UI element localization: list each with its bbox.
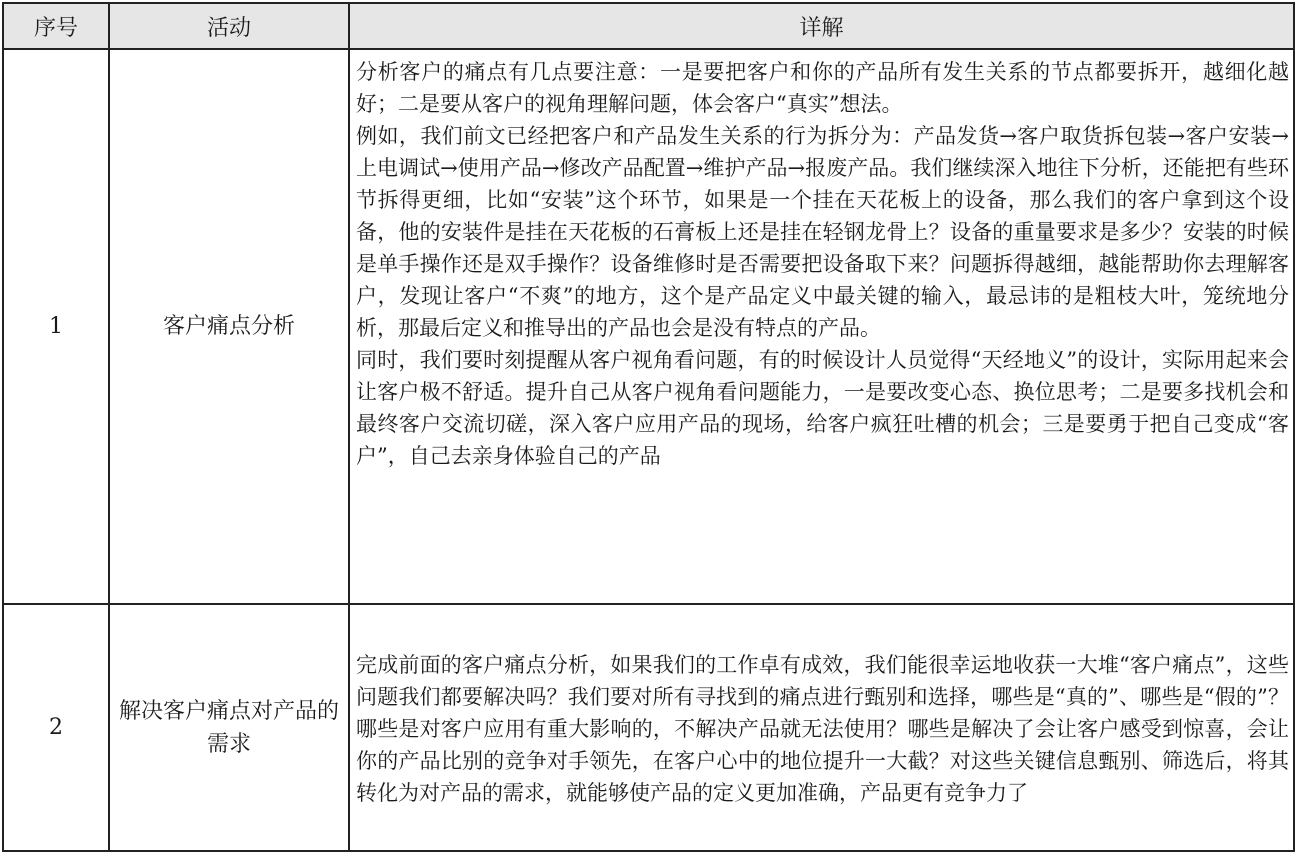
row-index: 1	[3, 49, 109, 604]
table-row	[3, 49, 1294, 604]
row-detail	[349, 604, 1294, 851]
row-activity: 解决客户痛点对产品的需求	[109, 604, 349, 851]
header-detail: 详解	[349, 3, 1294, 49]
row-detail	[349, 49, 1294, 604]
table-row	[3, 604, 1294, 851]
detail-paragraph: 完成前面的客户痛点分析，如果我们的工作卓有成效，我们能很幸运地收获一大堆“客户痛点”，这些问题我们都要解决吗？我们要对所有寻找到的痛点进行甄别和选择，哪些是“真的”、哪些是“假的”？哪些是对客户应用有重大影响的，不解决产品就无法使用？哪些是解决了会让客户感受到惊喜，会让你的产品比别的竞争对手领先，在客户心中的地位提升一大截？对这些关键信息甄别、筛选后，将其转化为对产品的需求，就能够使产品的定义更加准确，产品更有竞争力了	[356, 652, 1289, 805]
detail-paragraph: 分析客户的痛点有几点要注意：一是要把客户和你的产品所有发生关系的节点都要拆开，越细化越好；二是要从客户的视角理解问题，体会客户“真实”想法。	[356, 60, 1289, 116]
content-table	[2, 2, 1295, 852]
header-index: 序号	[3, 3, 109, 49]
detail-paragraph: 同时，我们要时刻提醒从客户视角看问题，有的时候设计人员觉得“天经地义”的设计，实际用起来会让客户极不舒适。提升自己从客户视角看问题能力，一是要改变心态、换位思考；二是要多找机会和最终客户交流切磋，深入客户应用产品的现场，给客户疯狂吐槽的机会；三是要勇于把自己变成“客户”，自己去亲身体验自己的产品	[356, 348, 1289, 468]
detail-paragraph: 例如，我们前文已经把客户和产品发生关系的行为拆分为：产品发货→客户取货拆包装→客户安装→上电调试→使用产品→修改产品配置→维护产品→报废产品。我们继续深入地往下分析，还能把有些环节拆得更细，比如“安装”这个环节，如果是一个挂在天花板上的设备，那么我们的客户拿到这个设备，他的安装件是挂在天花板的石膏板上还是挂在轻钢龙骨上？设备的重量要求是多少？安装的时候是单手操作还是双手操作？设备维修时是否需要把设备取下来？问题拆得越细，越能帮助你去理解客户，发现让客户“不爽”的地方，这个是产品定义中最关键的输入，最忌讳的是粗枝大叶，笼统地分析，那最后定义和推导出的产品也会是没有特点的产品。	[356, 124, 1289, 340]
header-row	[3, 3, 1294, 49]
header-activity: 活动	[109, 3, 349, 49]
table-header	[3, 3, 1294, 49]
row-index: 2	[3, 604, 109, 851]
row-activity: 客户痛点分析	[109, 49, 349, 604]
